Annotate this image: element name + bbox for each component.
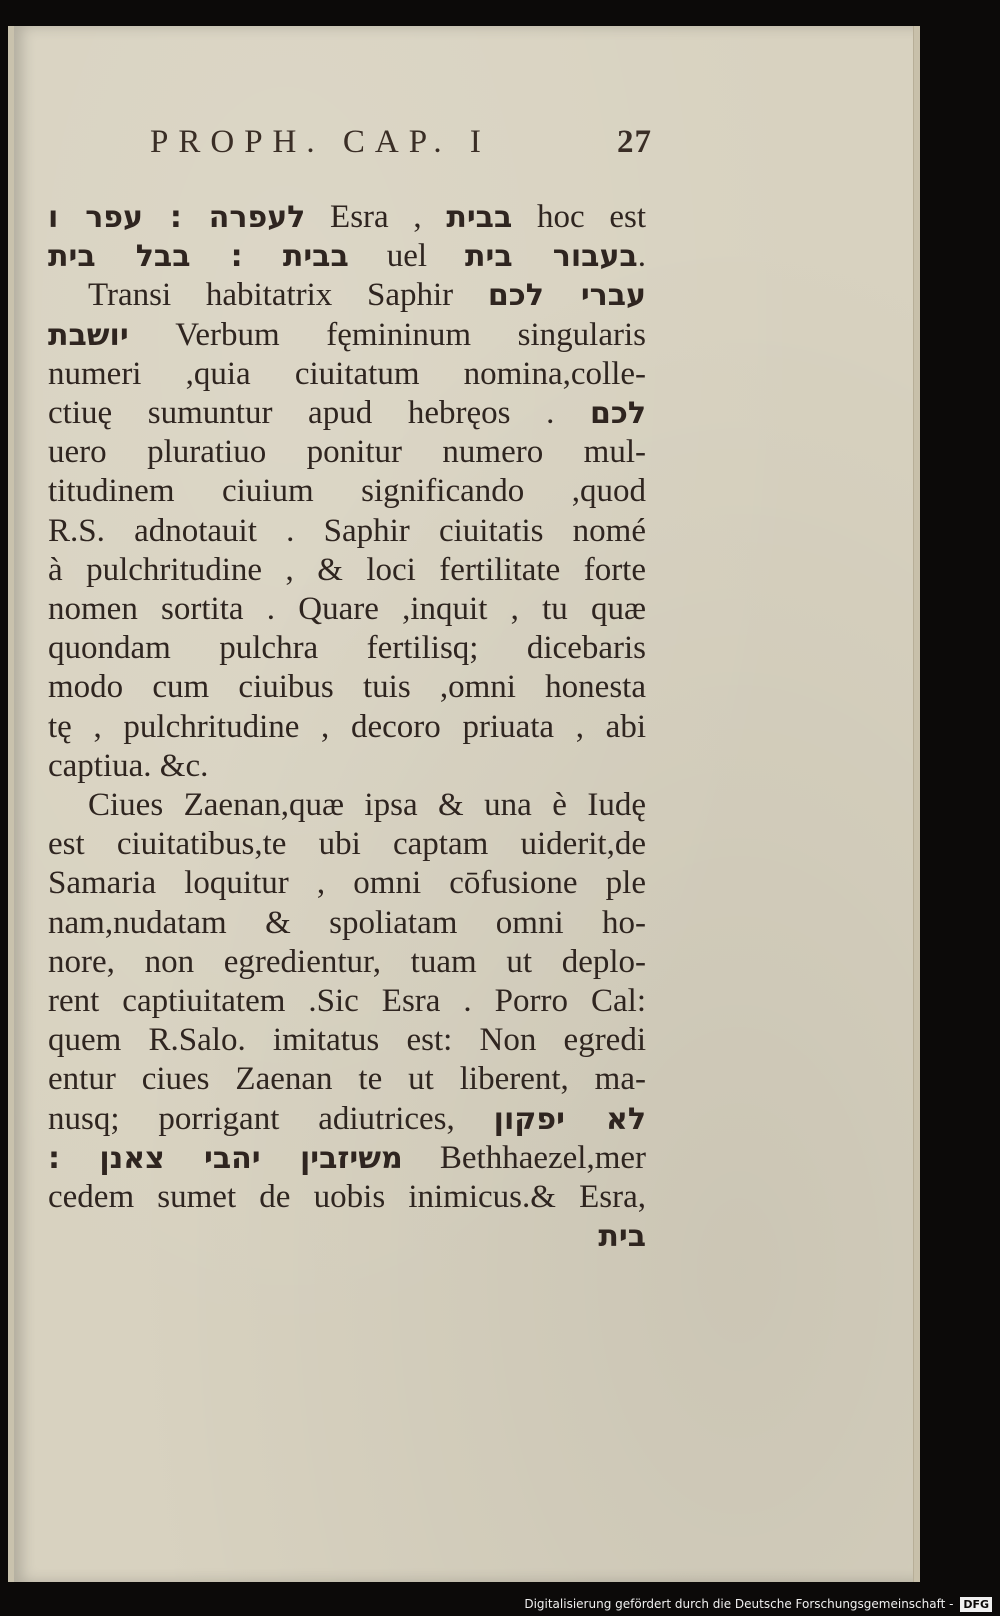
hebrew-text: לעפרה : עפר ו [48,200,306,235]
text-line [48,629,646,668]
latin-text: quem R.Salo. imitatus est: Non egredi [48,1022,646,1059]
hebrew-text: עברי לכם [487,278,646,314]
text-line [48,237,646,276]
page-edge [913,26,920,1582]
text-line [48,786,646,825]
running-header [144,124,664,174]
latin-text: Verbum fęmininum singularis [128,316,646,353]
text-line [48,1100,646,1139]
text-line [48,1178,646,1217]
hebrew-text: בעבור בית [465,239,638,275]
latin-text: quondam pulchra fertilisq; dicebaris [48,630,646,667]
text-line [48,668,646,707]
text-line [48,590,646,629]
text-line [48,433,646,472]
dfg-logo: DFG [960,1597,992,1612]
text-line [48,904,646,943]
text-line [48,394,646,433]
text-line [48,512,646,551]
latin-text: titudinem ciuium significando ,quod [48,473,646,510]
hebrew-text: משיזבין יהבי צאנן : [48,1140,403,1176]
latin-text: uero pluratiuo ponitur numero mul- [48,434,646,471]
page-number: 27 [617,124,652,160]
book-page [8,26,920,1582]
body-text [48,198,646,1256]
running-title: PROPH. CAP. I [150,124,491,160]
text-line [48,198,646,237]
latin-text: tę , pulchritudine , decoro priuata , abi [48,708,646,745]
latin-text: cedem sumet de uobis inimicus.& Esra, [48,1179,646,1216]
text-line [48,472,646,511]
text-line [48,1139,646,1178]
latin-text: nomen sortita . Quare ,inquit , tu quæ [48,591,646,628]
text-line [48,982,646,1021]
hebrew-text: בית [598,1219,646,1255]
latin-text: hoc est [512,199,646,235]
hebrew-text: לא יפקון [493,1101,646,1137]
latin-text: à pulchritudine , & loci fertilitate forte [48,551,646,588]
text-line [48,708,646,747]
text-line [48,864,646,903]
text-line [48,825,646,864]
text-line [48,1217,646,1256]
latin-text: numeri ,quia ciuitatum nomina,colle- [48,355,646,392]
latin-text: ctiuę sumuntur apud hebręos . [48,395,590,432]
text-line [48,1021,646,1060]
latin-text: nam,nudatam & spoliatam omni ho- [48,904,646,941]
text-line [48,355,646,394]
latin-text: entur ciues Zaenan te ut liberent, ma- [48,1061,646,1098]
latin-text: Bethhaezel,mer [402,1139,646,1176]
hebrew-text: יושבת [48,317,129,353]
hebrew-text: בבית : בבל בית [48,239,349,275]
hebrew-text: בבית [446,200,513,235]
latin-text: Esra , [305,199,447,235]
latin-text: captiua. &c. [48,747,209,784]
text-line [48,551,646,590]
latin-text: est ciuitatibus,te ubi captam uiderit,de [48,826,646,863]
hebrew-text: לכם [589,396,646,432]
latin-text: modo cum ciuibus tuis ,omni honesta [48,669,646,706]
text-line [48,747,646,786]
text-line [48,943,646,982]
latin-text: R.S. adnotauit . Saphir ciuitatis nomé [48,512,646,549]
latin-text: nusq; porrigant adiutrices, [48,1100,494,1137]
text-line [48,316,646,355]
text-line [48,276,646,315]
latin-text: nore, non egredientur, tuam ut deplo- [48,943,646,980]
latin-text: . [637,238,646,275]
text-line [48,1060,646,1099]
latin-text: Transi habitatrix Saphir [88,277,488,314]
credit-text: Digitalisierung gefördert durch die Deutsche Forschungsgemeinschaft - [524,1597,954,1611]
digitization-credit [524,1597,992,1612]
latin-text: Samaria loquitur , omni cōfusione ple [48,865,646,902]
latin-text: uel [348,238,466,275]
latin-text: Ciues Zaenan,quæ ipsa & una è Iudę [88,787,646,824]
latin-text: rent captiuitatem .Sic Esra . Porro Cal: [48,983,646,1020]
